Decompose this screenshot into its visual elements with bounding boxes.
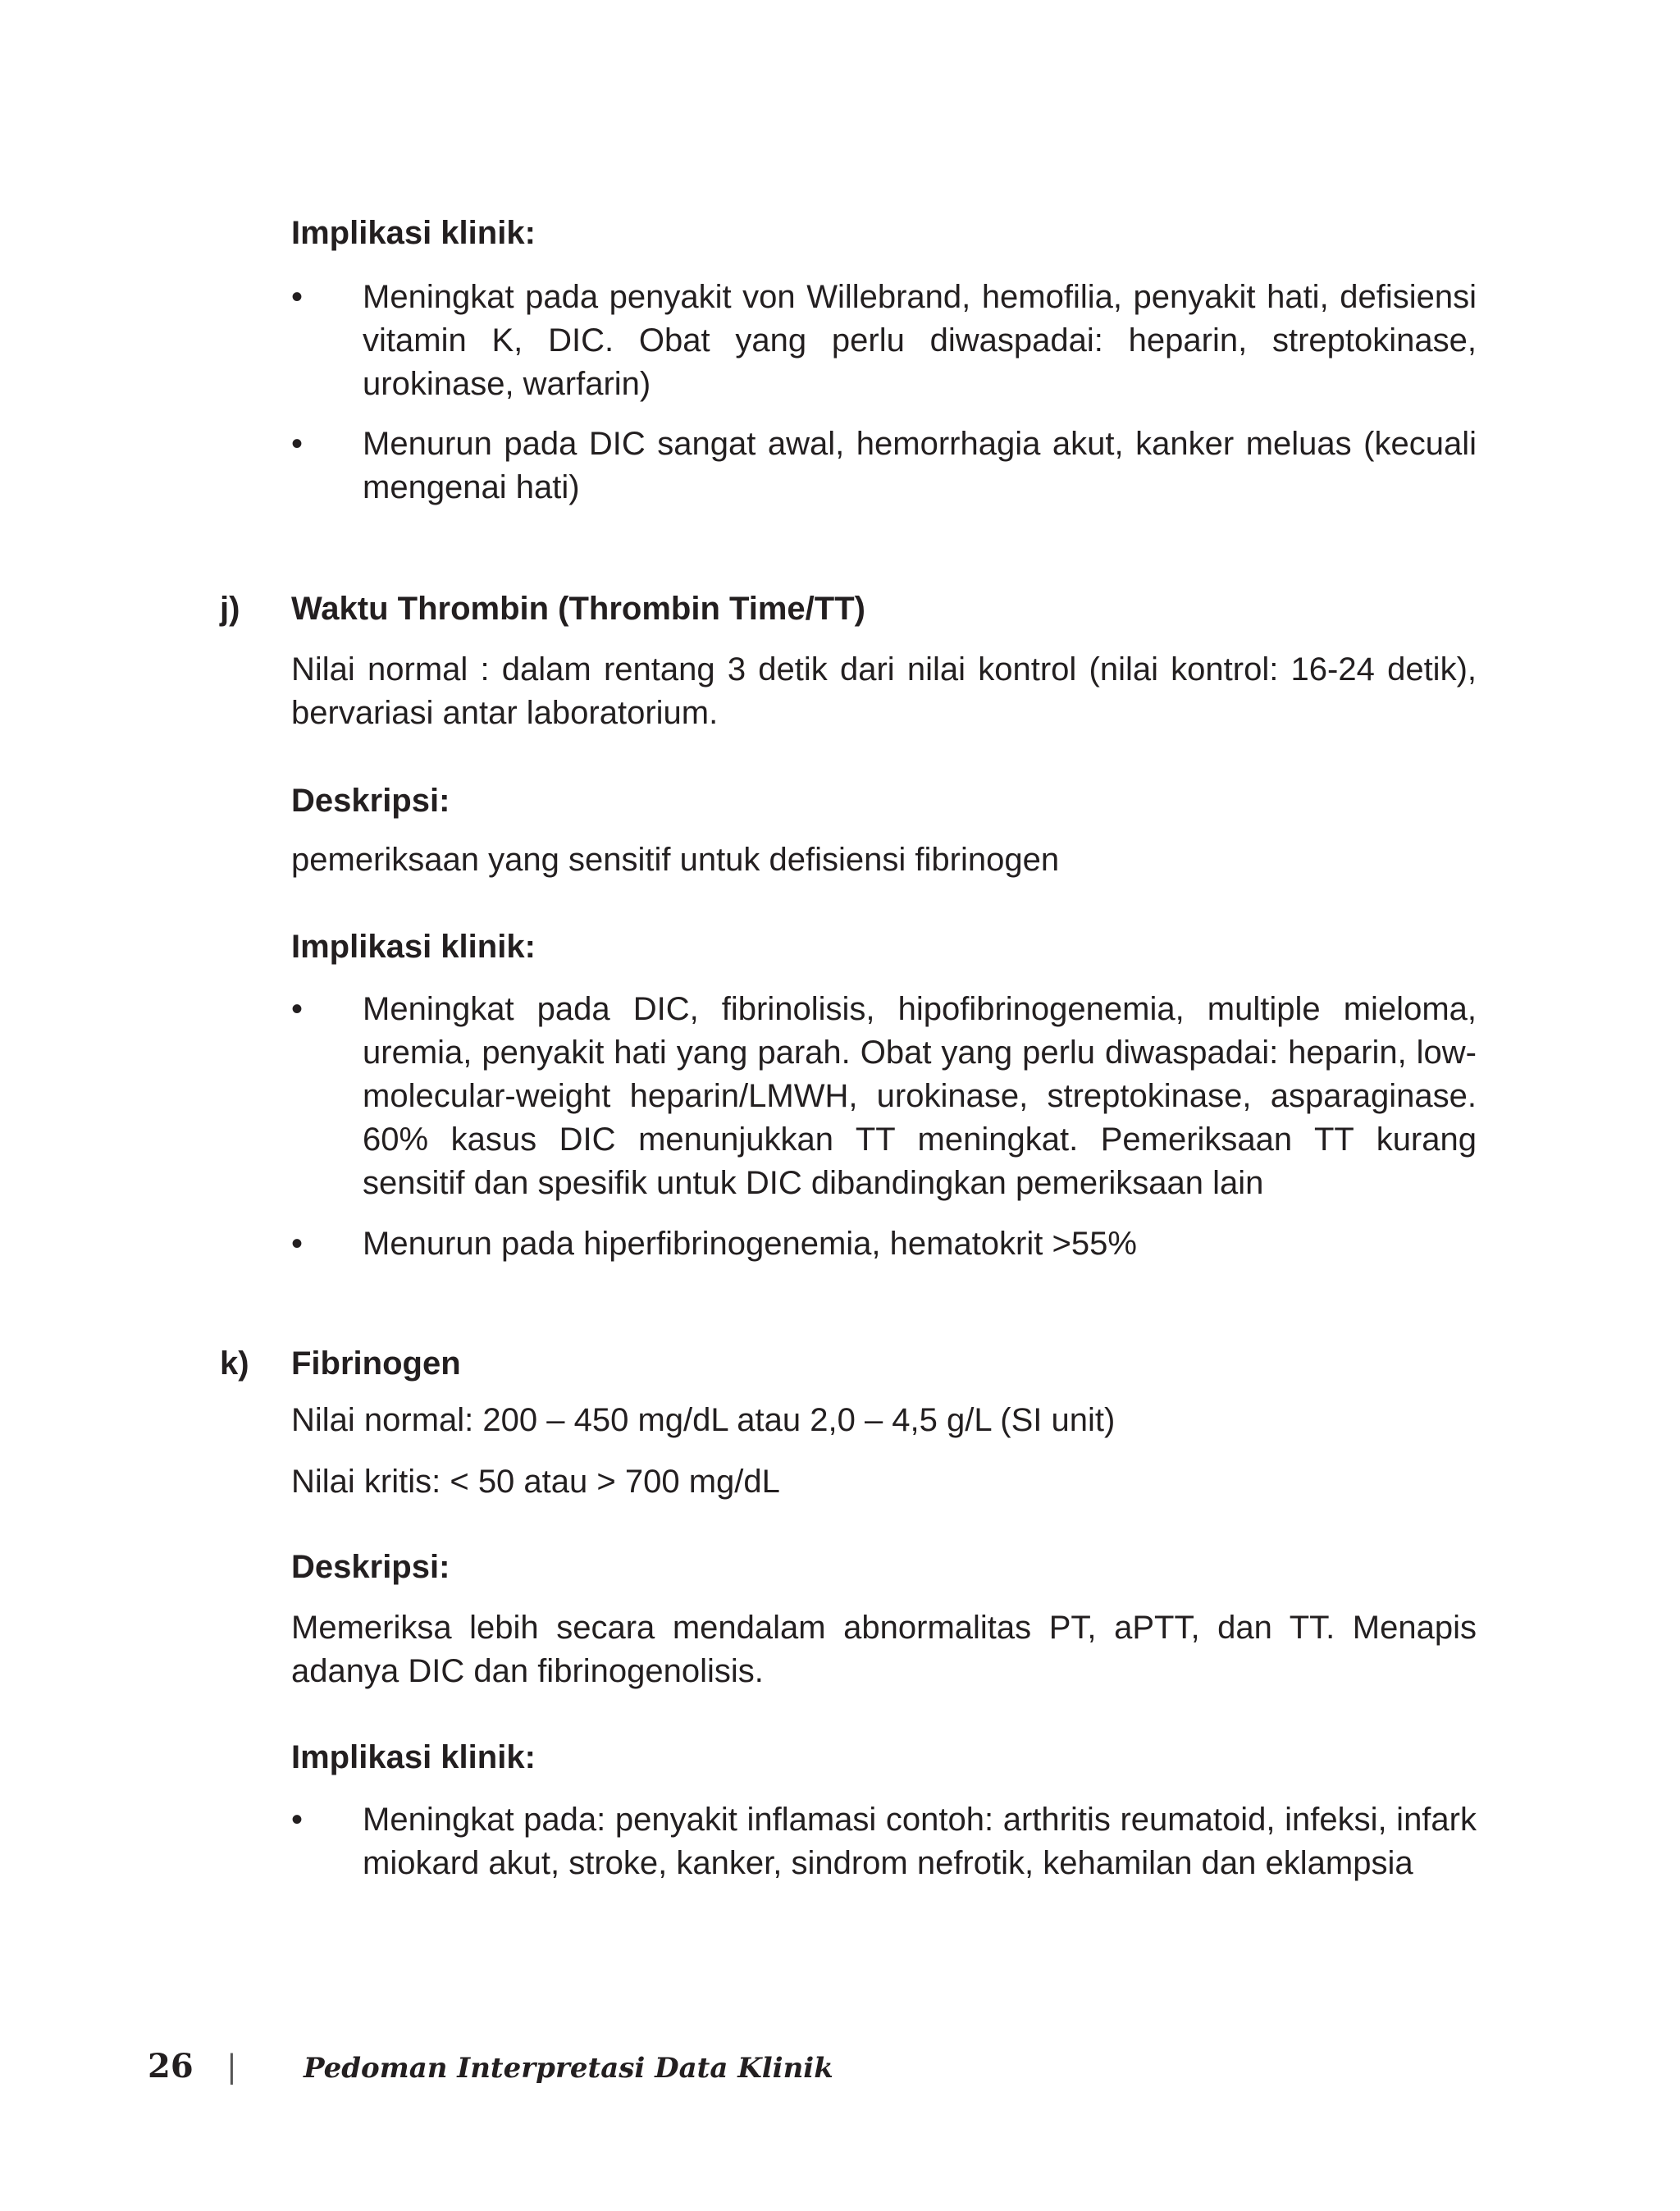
- clinical-implications-heading: Implikasi klinik:: [291, 929, 536, 965]
- section-letter-j: j): [220, 591, 240, 627]
- footer-separator: |: [226, 2049, 237, 2085]
- critical-value-text: Nilai kritis: < 50 atau > 700 mg/dL: [291, 1464, 780, 1500]
- section-title-thrombin-time: Waktu Thrombin (Thrombin Time/TT): [291, 591, 865, 627]
- section-title-fibrinogen: Fibrinogen: [291, 1345, 461, 1382]
- list-item: [291, 1222, 1477, 1266]
- list-item-text: Menurun pada DIC sangat awal, hemorrhagia akut, kanker meluas (kecuali mengenai hati): [363, 426, 1477, 505]
- list-item-text: Meningkat pada DIC, fibrinolisis, hipofibrinogenemia, multiple mieloma, uremia, penyakit hati yang parah. Obat yang perlu diwaspadai: heparin, low-molecular-weight heparin/LMWH, urokinase, streptokinase, asparaginase. 60% kasus DIC menunjukkan TT meningkat. Pemeriksaan TT kurang sensitif dan spesifik untuk DIC dibandingkan pemeriksaan lain: [363, 991, 1477, 1201]
- normal-value-text: Nilai normal : dalam rentang 3 detik dari nilai kontrol (nilai kontrol: 16-24 detik), bervariasi antar laboratorium.: [291, 651, 1477, 731]
- description-text: Memeriksa lebih secara mendalam abnormalitas PT, aPTT, dan TT. Menapis adanya DIC dan fibrinogenolisis.: [291, 1610, 1477, 1689]
- section-letter-k: k): [220, 1345, 249, 1382]
- description-heading: Deskripsi:: [291, 783, 450, 819]
- book-title: Pedoman Interpretasi Data Klinik: [304, 2052, 833, 2085]
- list-item: [291, 988, 1477, 1205]
- list-item-text: Menurun pada hiperfibrinogenemia, hematokrit >55%: [363, 1226, 1137, 1262]
- bullet-icon: •: [291, 279, 304, 315]
- normal-value-text: Nilai normal: 200 – 450 mg/dL atau 2,0 – 4,5 g/L (SI unit): [291, 1402, 1116, 1438]
- bullet-icon: •: [291, 991, 304, 1027]
- list-item-text: Meningkat pada: penyakit inflamasi contoh: arthritis reumatoid, infeksi, infark miokard akut, stroke, kanker, sindrom nefrotik, kehamilan dan eklampsia: [363, 1802, 1477, 1881]
- list-item: [291, 423, 1477, 509]
- bullet-icon: •: [291, 1802, 304, 1838]
- description-heading: Deskripsi:: [291, 1549, 450, 1585]
- bullet-icon: •: [291, 426, 304, 462]
- list-item-text: Meningkat pada penyakit von Willebrand, hemofilia, penyakit hati, defisiensi vitamin K, DIC. Obat yang perlu diwaspadai: heparin, streptokinase, urokinase, warfarin): [363, 279, 1477, 402]
- clinical-implications-heading: Implikasi klinik:: [291, 1739, 536, 1775]
- page-number: 26: [148, 2047, 194, 2085]
- clinical-implications-heading: Implikasi klinik:: [291, 215, 536, 251]
- bullet-icon: •: [291, 1226, 304, 1262]
- list-item: [291, 1798, 1477, 1885]
- description-text: pemeriksaan yang sensitif untuk defisiensi fibrinogen: [291, 842, 1060, 878]
- list-item: [291, 276, 1477, 406]
